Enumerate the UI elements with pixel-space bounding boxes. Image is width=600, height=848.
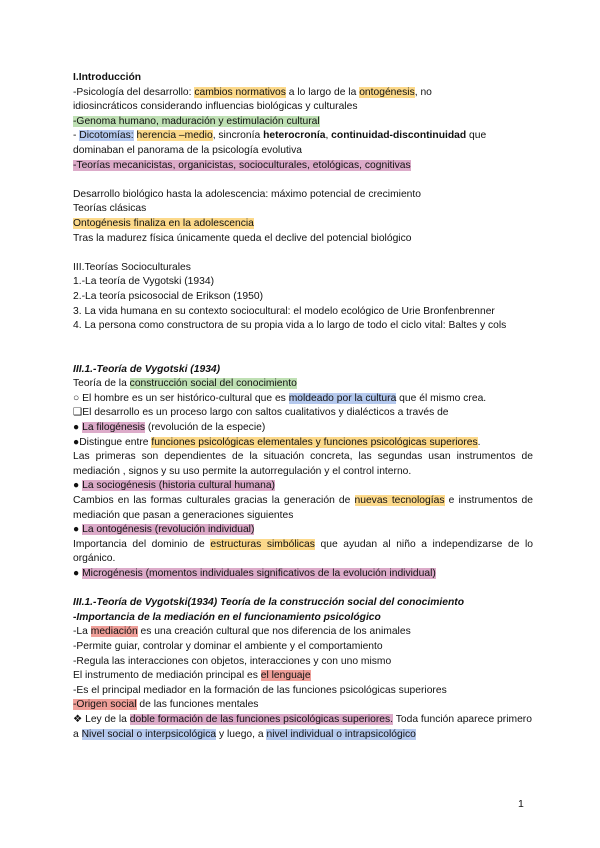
highlight-yellow: funciones psicológicas elementales y funciones psicológicas superiores (151, 436, 478, 448)
text-run: ●Distingue entre (73, 436, 152, 448)
text-run: y luego, a (216, 728, 267, 740)
intro-line-1 (73, 86, 533, 101)
text-run: que él mismo crea. (396, 392, 487, 404)
theory-item: 2.-La teoría psicosocial de Erikson (1950) (73, 290, 264, 302)
bullet: ● (73, 568, 83, 579)
text-run: ○ El hombre es un ser histórico-cultural que es (73, 392, 289, 404)
text-run: - (73, 130, 80, 142)
vygotsky-heading: III.1.-Teoría de Vygotski (1934) (73, 363, 221, 375)
intro-line-3 (73, 115, 533, 130)
vygotsky-line-9 (73, 523, 533, 538)
text-run: a lo largo de la (285, 86, 360, 98)
highlight-pink: La filogénesis (82, 422, 146, 434)
mediation-line-3: -Regula las interacciones con objetos, interacciones y con uno mismo (73, 655, 392, 667)
highlight-red: mediación (90, 626, 138, 638)
document-body (73, 71, 533, 742)
text-run: que ayudan al niño a independizarse de lo orgánico. (73, 538, 534, 565)
highlight-yellow: cambios normativos (194, 86, 286, 98)
highlight-yellow: nuevas tecnologías (354, 495, 445, 507)
vygotsky-line-11 (73, 567, 533, 582)
mediation-line-7 (73, 713, 533, 742)
text-run: , no (414, 86, 432, 98)
text-run: (revolución de la especie) (145, 422, 266, 434)
highlight-pink: La ontogénesis (revolución individual) (82, 524, 255, 536)
vygotsky-line-8 (73, 494, 533, 523)
theory-item: 4. La persona como constructora de su propia vida a lo largo de todo el ciclo vital: Baltes y cols (73, 320, 507, 332)
bold-term: continuidad-discontinuidad (331, 130, 467, 142)
vygotsky-line-3: ❑El desarrollo es un proceso largo con saltos cualitativos y dialécticos a través de (73, 407, 449, 419)
growth-line-2: Teorías clásicas (73, 203, 147, 215)
text-run: es una creación cultural que nos diferencia de los animales (137, 626, 411, 638)
highlight-yellow: estructuras simbólicas (210, 538, 315, 550)
bullet: ● (73, 480, 83, 492)
text-run: de las funciones mentales (136, 699, 259, 711)
text-run: , (325, 130, 332, 142)
mediation-line-6 (73, 698, 533, 713)
text-run: que (466, 130, 487, 142)
text-run: , sincronía (212, 130, 264, 142)
highlight-red: -Origen social (73, 699, 137, 711)
text-run: ❖ Ley de la (73, 713, 130, 725)
text-run: El instrumento de mediación principal es (73, 670, 261, 682)
highlight-blue: nivel individual o intrapsicológico (266, 728, 416, 740)
growth-line-3 (73, 217, 533, 232)
intro-line-2: idiosincráticos considerando influencias biológicas y culturales (73, 101, 358, 113)
page-number: 1 (518, 798, 524, 810)
text-run: -Psicología del desarrollo: (73, 86, 195, 98)
mediation-line-5: -Es el principal mediador en la formación de las funciones psicológicas superiores (73, 684, 447, 696)
text-run: -La (73, 626, 91, 638)
intro-line-6 (73, 159, 533, 174)
highlight-yellow: herencia –medio (136, 130, 213, 142)
mediation-subheading: -Importancia de la mediación en el funcionamiento psicológico (73, 611, 381, 623)
text-run: e instrumentos de mediación que pasan a generaciones siguientes (73, 495, 533, 521)
mediation-line-4 (73, 669, 533, 684)
text-run: Toda función aparece primero a (73, 713, 532, 740)
text-run: . (477, 436, 481, 448)
vygotsky-line-1 (73, 377, 533, 392)
vygotsky-line-10 (73, 538, 533, 567)
theory-item: 1.-La teoría de Vygotski (1934) (73, 276, 214, 288)
intro-heading: I.Introducción (73, 72, 142, 83)
theories-heading: III.Teorías Socioculturales (73, 261, 191, 273)
vygotsky-line-6: Las primeras son dependientes de la situación concreta, las segundas usan instrumentos de mediación , signos y su uso permite la autorregulación y el control interno. (73, 451, 533, 477)
intro-line-4 (73, 129, 533, 144)
highlight-pink: -Teorías mecanicistas, organicistas, socioculturales, etológicas, cognitivas (73, 159, 411, 171)
text-run: Importancia del dominio de (73, 538, 211, 550)
highlight-pink: doble formación de las funciones psicológicas superiores. (129, 713, 394, 725)
highlight-blue: moldeado por la cultura (288, 392, 397, 404)
growth-line-4: Tras la madurez física únicamente queda el declive del potencial biológico (73, 232, 412, 244)
highlight-yellow: Ontogénesis finaliza en la adolescencia (73, 217, 254, 229)
highlight-green: construcción social del conocimiento (129, 378, 297, 390)
intro-line-5: dominaban el panorama de la psicología evolutiva (73, 144, 302, 156)
bold-term: heterocronía (263, 130, 326, 142)
vygotsky-line-2 (73, 392, 533, 407)
highlight-yellow: ontogénesis (359, 86, 415, 98)
theory-item: 3. La vida humana en su contexto sociocultural: el modelo ecológico de Urie Bronfenbrenner (73, 305, 495, 317)
highlight-pink: Microgénesis (momentos individuales significativos de la evolución individual) (82, 568, 436, 579)
highlight-green: -Genoma humano, maduración y estimulación cultural (73, 115, 320, 127)
growth-line-1: Desarrollo biológico hasta la adolescencia: máximo potencial de crecimiento (73, 188, 421, 200)
text-run: Cambios en las formas culturales gracias la generación de (73, 495, 355, 507)
text-run: Teoría de la (73, 378, 130, 390)
highlight-red: el lenguaje (260, 670, 311, 682)
bullet: ● (73, 422, 83, 434)
vygotsky-line-4 (73, 421, 533, 436)
highlight-blue: Dicotomías: (79, 130, 134, 142)
highlight-blue: Nivel social o interpsicológica (81, 728, 217, 740)
mediation-line-1 (73, 625, 533, 640)
highlight-pink: La sociogénesis (historia cultural humana) (82, 480, 275, 492)
bullet: ● (73, 524, 83, 536)
mediation-line-2: -Permite guiar, controlar y dominar el ambiente y el comportamiento (73, 640, 383, 652)
vygotsky-line-5 (73, 436, 533, 451)
vygotsky-line-7 (73, 479, 533, 494)
mediation-heading: III.1.-Teoría de Vygotski(1934) Teoría de la construcción social del conocimiento (73, 597, 465, 609)
